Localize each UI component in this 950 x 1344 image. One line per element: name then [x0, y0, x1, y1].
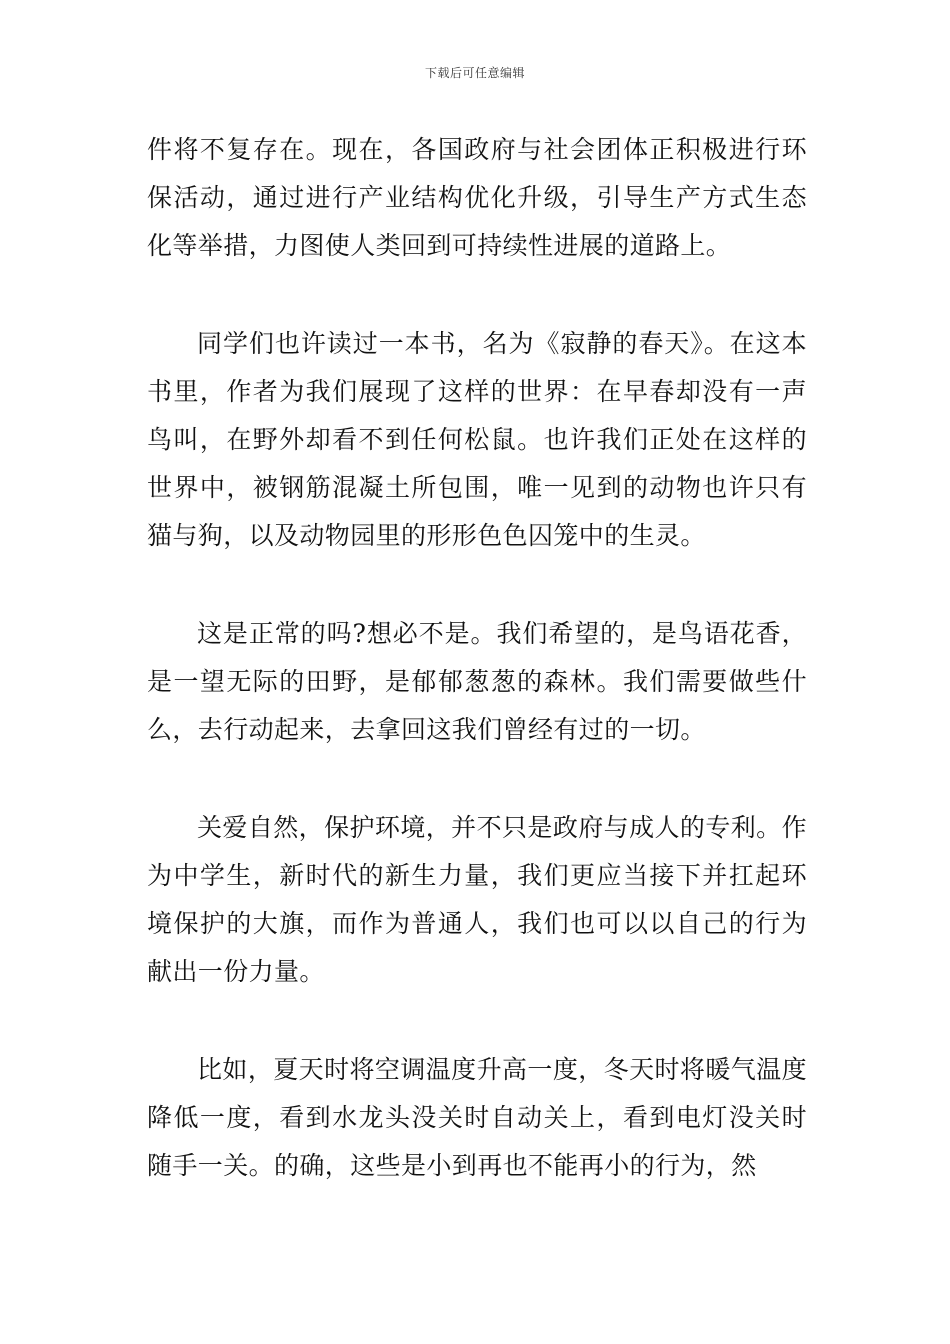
paragraph-silent-spring: 同学们也许读过一本书，名为《寂静的春天》。在这本书里，作者为我们展现了这样的世界：在早春却没有一声鸟叫，在野外却看不到任何松鼠。也许我们正处在这样的世界中，被钢筋混凝土所包围，唯一见到的动物也许只有猫与狗，以及动物园里的形形色色囚笼中的生灵。	[147, 329, 807, 550]
paragraph-is-this-normal: 这是正常的吗?想必不是。我们希望的，是鸟语花香，是一望无际的田野，是郁郁葱葱的森林。我们需要做些什么，去行动起来，去拿回这我们曾经有过的一切。	[147, 619, 807, 744]
page-header-note: 下载后可任意编辑	[424, 66, 525, 80]
paragraph-small-actions: 比如，夏天时将空调温度升高一度，冬天时将暖气温度降低一度，看到水龙头没关时自动关上，看到电灯没关时随手一关。的确，这些是小到再也不能再小的行为，然	[147, 1055, 807, 1180]
paragraph-protect-environment: 关爱自然，保护环境，并不只是政府与成人的专利。作为中学生，新时代的新生力量，我们更应当接下并扛起环境保护的大旗，而作为普通人，我们也可以以自己的行为献出一份力量。	[147, 813, 807, 986]
paragraph-continuation: 件将不复存在。现在，各国政府与社会团体正积极进行环保活动，通过进行产业结构优化升级，引导生产方式生态化等举措，力图使人类回到可持续性进展的道路上。	[147, 135, 807, 260]
document-body	[147, 126, 807, 1240]
